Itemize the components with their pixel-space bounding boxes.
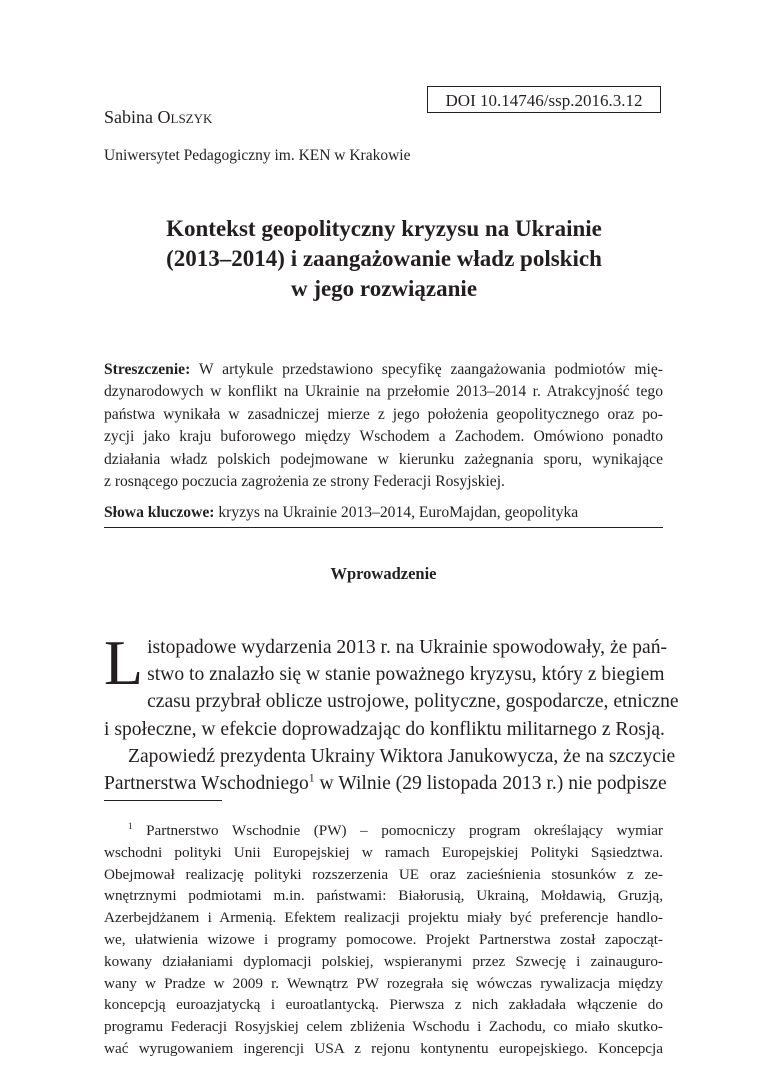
footnote-line: koncepcją euroazjatycką i euroatlantycką. Pierwsza z nich zakładała włączenie do (104, 996, 663, 1014)
footnote-ref[interactable]: 1 (308, 771, 315, 785)
author-name (104, 107, 212, 128)
abstract-line (104, 359, 663, 381)
abstract-line: z rosnącego poczucia zagrożenia ze strony Federacji Rosyjskiej. (104, 473, 505, 491)
footnote-line: Obejmował realizację polityki rozszerzenia UE oraz zacieśnienia stosunków z ze- (104, 865, 663, 883)
footnote-line: wschodni polityki Unii Europejskiej w ramach Europejskiej Polityki Sąsiedztwa. (104, 843, 663, 861)
body-line: czasu przybrał oblicze ustrojowe, polityczne, gospodarcze, etniczne (147, 691, 679, 713)
footnote-line: wnętrznymi podmiotami m.in. państwami: Białorusią, Ukrainą, Mołdawią, Gruzją, (104, 887, 663, 905)
body-text-span: w Wilnie (29 listopada 2013 r.) nie podpisze (314, 773, 667, 795)
divider (104, 527, 663, 528)
keywords-text: kryzys na Ukrainie 2013–2014, EuroMajdan, geopolityka (214, 504, 579, 521)
footnote-line: programu Federacji Rosyjskiej celem zbliżenia Wschodu i Zachodu, co miało skutko- (104, 1018, 663, 1036)
body-line: Zapowiedź prezydenta Ukrainy Wiktora Janukowycza, że na szczycie (128, 745, 676, 767)
title-line: (2013–2014) i zaangażowanie władz polskich (166, 246, 602, 271)
abstract-line: zycji jako kraju buforowego między Wschodem a Zachodem. Omówiono ponadto (104, 428, 663, 446)
footnote-line: we, ułatwienia wizowe i programy pomocowe. Projekt Partnerstwa został zapocząt- (104, 930, 663, 948)
title-line: Kontekst geopolityczny kryzysu na Ukrainie (166, 216, 602, 241)
doi-box: DOI 10.14746/ssp.2016.3.12 (427, 86, 661, 113)
footnote-text: Partnerstwo Wschodnie (PW) – pomocniczy program określający wymiar (132, 822, 663, 839)
section-heading: Wprowadzenie (330, 564, 437, 583)
drop-cap: L (104, 627, 144, 698)
abstract-label: Streszczenie: (104, 361, 191, 378)
footnote-line: kowany działaniami dyplomacji polskiej, wspieranymi przez Szwecję i zainauguro- (104, 952, 663, 970)
footnote-line: wany w Pradze w 2009 r. Wewnątrz PW rozegrała się wówczas rywalizacja między (104, 974, 663, 992)
body-text-span: Partnerstwa Wschodniego (104, 773, 309, 795)
body-line: i społeczne, w efekcie doprowadzając do konfliktu militarnego z Rosją. (104, 718, 665, 740)
footnote-line: wać wyrugowaniem ingerencji USA z rejonu kontynentu europejskiego. Koncepcja (104, 1039, 663, 1057)
abstract-text: W artykule przedstawiono specyfikę zaangażowania podmiotów mię- (190, 361, 663, 378)
footnote-divider (104, 800, 222, 801)
footnote-number: 1 (128, 820, 133, 831)
footnote-line (104, 820, 663, 842)
body-line: istopadowe wydarzenia 2013 r. na Ukrainie spowodowały, że pań- (147, 637, 668, 658)
title-line: w jego rozwiązanie (290, 276, 478, 301)
footnote-line: Azerbejdżanem i Armenią. Efektem realizacji projektu miały być preferencje handlo- (104, 909, 663, 927)
keywords-label: Słowa kluczowe: (104, 504, 215, 521)
body-line (104, 770, 667, 797)
keywords (104, 502, 663, 524)
body-text (104, 627, 679, 797)
abstract-line: działania władz polskich podejmowane w kierunku zażegnania sporu, wynikające (104, 450, 663, 468)
footnote (104, 820, 663, 1060)
abstract (104, 359, 663, 493)
abstract-line: dzynarodowych w konflikt na Ukrainie na przełomie 2013–2014 r. Atrakcyjność tego (104, 383, 663, 401)
body-line: stwo to znalazło się w stanie poważnego kryzysu, który z biegiem (147, 664, 665, 686)
abstract-line: państwa wynikała w zasadniczej mierze z jego położenia geopolitycznego oraz po- (104, 405, 663, 423)
affiliation: Uniwersytet Pedagogiczny im. KEN w Krakowie (104, 147, 411, 164)
author-first-name: Sabina (104, 107, 153, 127)
article-title (104, 214, 664, 304)
author-last-name: Olszyk (157, 107, 213, 127)
